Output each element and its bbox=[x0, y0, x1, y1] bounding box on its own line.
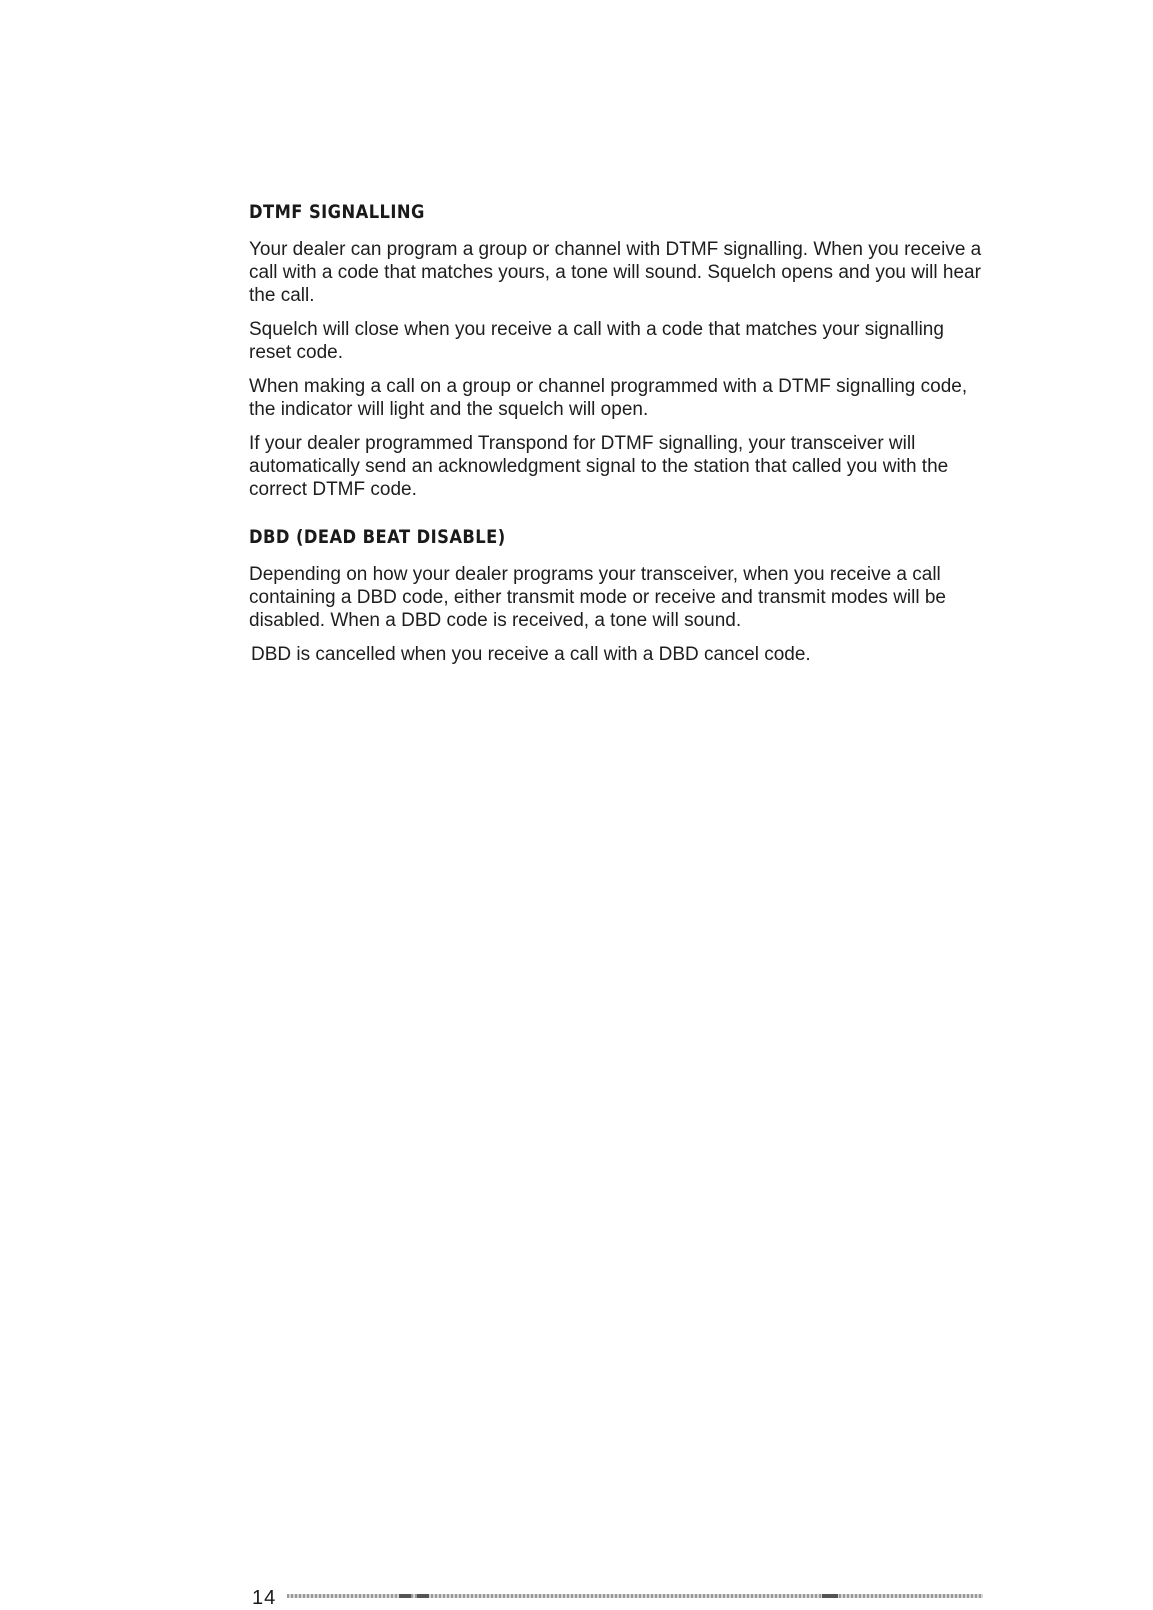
section-heading: DBD (DEAD BEAT DISABLE) bbox=[249, 526, 506, 548]
paragraph: Squelch will close when you receive a call with a code that matches your signalling reset code. bbox=[249, 319, 944, 363]
section-dtmf-signalling bbox=[249, 200, 989, 501]
footer-rule bbox=[287, 1594, 983, 1598]
paragraph: Your dealer can program a group or channel with DTMF signalling. When you receive a call with a code that matches yours, a tone will sound. Squelch opens and you will hear the call. bbox=[249, 239, 982, 306]
paragraph: When making a call on a group or channel programmed with a DTMF signalling code, the indicator will light and the squelch will open. bbox=[249, 376, 968, 420]
page-content bbox=[249, 200, 989, 677]
section-dbd bbox=[249, 525, 989, 666]
paragraph: If your dealer programmed Transpond for DTMF signalling, your transceiver will automatically send an acknowledgment signal to the station that called you with the correct DTMF code. bbox=[249, 433, 949, 500]
paragraph: DBD is cancelled when you receive a call with a DBD cancel code. bbox=[251, 644, 811, 665]
paragraph: Depending on how your dealer programs your transceiver, when you receive a call containing a DBD code, either transmit mode or receive and transmit modes will be disabled. When a DBD code is received, a tone will sound. bbox=[249, 564, 946, 631]
page-number: 14 bbox=[252, 1587, 277, 1609]
section-heading: DTMF SIGNALLING bbox=[249, 201, 425, 223]
